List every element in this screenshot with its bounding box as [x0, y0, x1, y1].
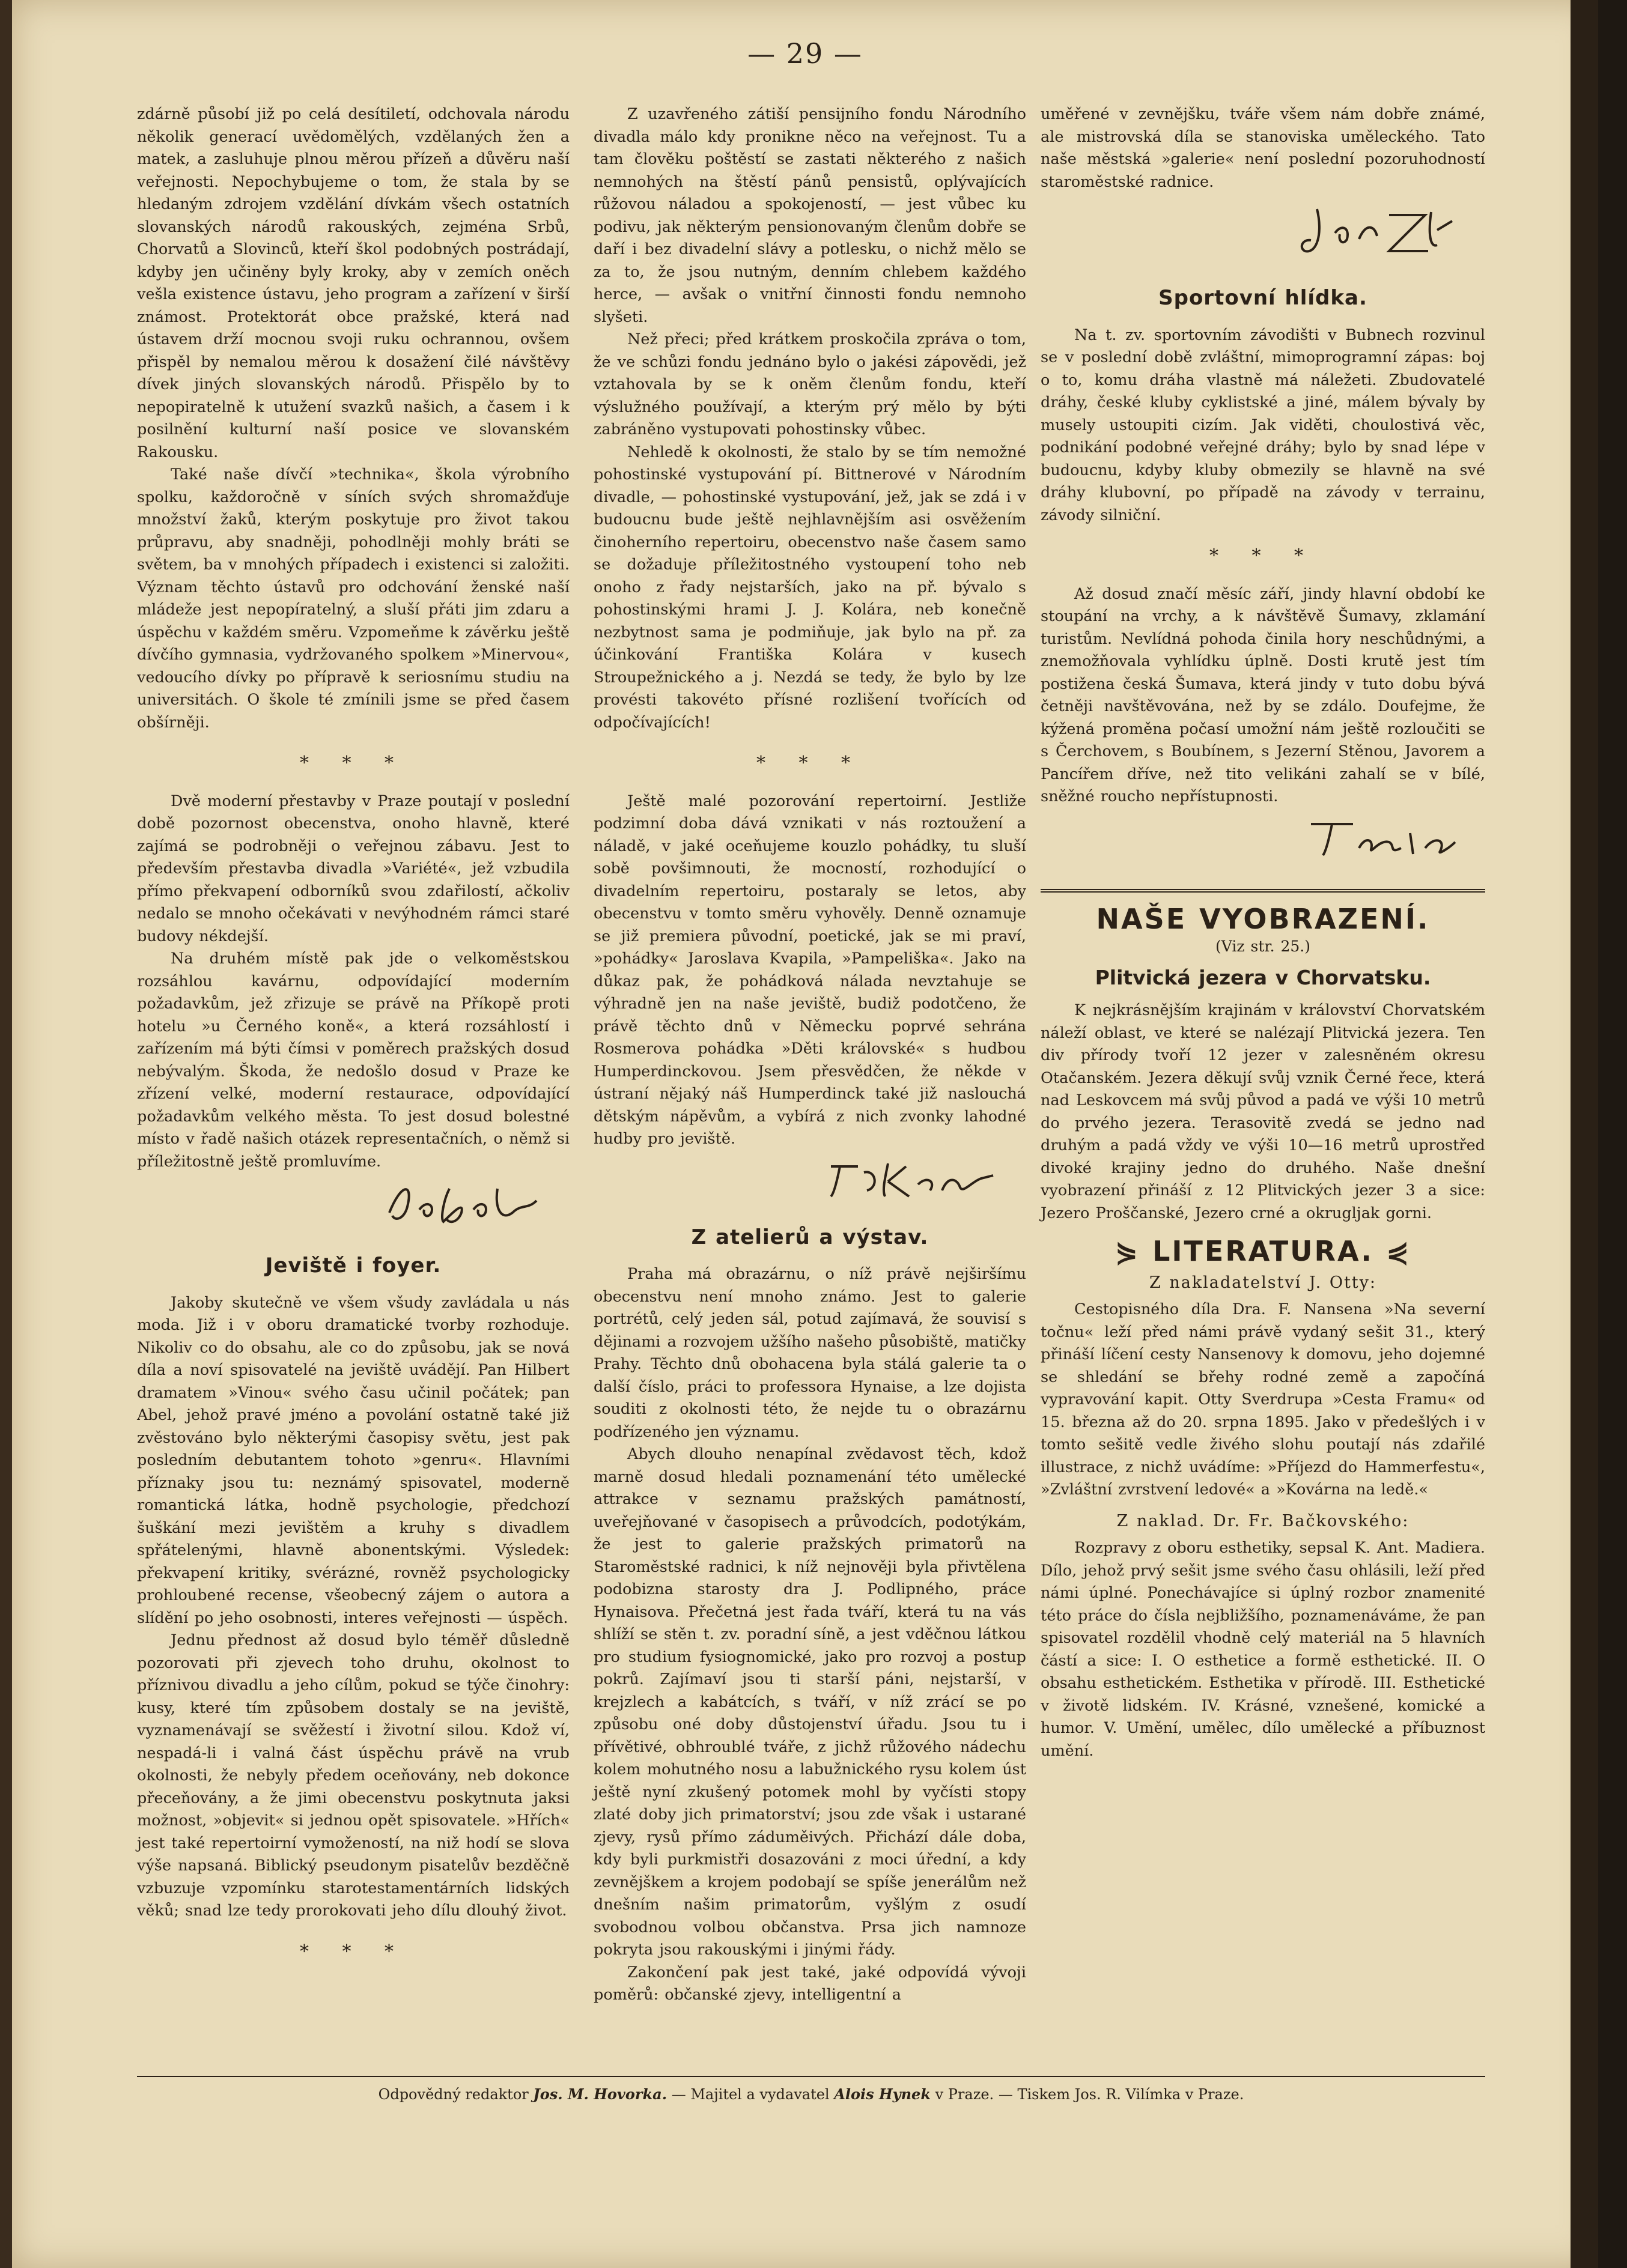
footer-text: v Praze. — Tiskem Jos. R. Vilímka v Praze.: [935, 2086, 1244, 2103]
paragraph: Dvě moderní přestavby v Praze poutají v poslední době pozornost obecenstva, onoho hlavně, které zajímá se podrobněji o veřejnou zábavu. Jest to především přestavba divadla »Variété«, jež vzbudila přímo překvapení odborníků svou zdařilostí, ačkoliv nedalo se mnoho očekávati v nevýhodném rámci staré budovy nékdejší.: [137, 792, 570, 945]
paragraph: Jednu přednost až dosud bylo téměř důsledně pozorovati při zjevech toho druhu, okolnost to příznivou divadlu a jeho cílům, pokud se týče činohry: kusy, které tím způsobem dostaly se na jeviště, vyznamenávají se svěžestí i životní silou. Kdož ví, nespadá-li i valná část úspěchu právě na vrub okolnosti, že nebyly předem oceňovány, neb dokonce přeceňovány, a že jimi obecenstvu poskytnuta jaksi možnost, »objevit« si jednou opět spisovatele. »Hřích« jest také repertoirní vymožeností, na niž hodí se slova výše napsaná. Biblický pseudonym pisatelův bezděčně vzbuzuje vzpomínku starotestamentárních lidských věků; snad lze tedy prorokovati jeho dílu dlouhý život.: [137, 1631, 570, 1920]
paragraph: Rozpravy z oboru esthetiky, sepsal K. Ant. Madiera. Dílo, jehož prvý sešit jsme svého času ohlásili, leží před námi úplné. Ponechávajíce si úplný rozbor znamenité této práce do čísla nejbližšího, poznamenáváme, že pan spisovatel rozdělil vhodně celý materiál na 5 hlavních částí a sice: I. O esthetice a formě esthetické. II. O obsahu esthetickém. Esthetika v přírodě. III. Esthetické v životě lidském. IV. Krásné, vznešené, komické a humor. V. Umění, umělec, dílo umělecké a příbuznost umění.: [1041, 1539, 1485, 1760]
page-reference: (Viz str. 25.): [1215, 938, 1310, 955]
column-2: [594, 103, 1026, 2007]
paragraph: Až dosud značí měsíc září, jindy hlavní období ke stoupání na vrchy, a k návštěvě Šumavy, zklamání turistům. Nevlídná pohoda činila hory neschůdnými, a znemožňovala vyhlídku úplně. Dosti krutě jest tím postižena česká Šumava, která jindy v tuto dobu bývá četněji navštěvována, než by se zdálo. Doufejme, že kýžená proměna počasí umožní nám ještě rozloučiti se s Čerchovem, s Boubínem, s Jezerní Stěnou, Javorem a Pancířem dříve, než tito velikáni zahalí se v bílé, sněžné roucho nepřístupnosti.: [1041, 584, 1485, 805]
section-heading-vyobrazeni: NAŠE VYOBRAZENÍ.: [1096, 902, 1430, 935]
author-signature: [1041, 812, 1461, 869]
publisher-name: Alois Hynek: [834, 2085, 931, 2103]
section-separator: * * *: [756, 753, 864, 774]
section-heading-literatura: [1041, 1235, 1485, 1267]
paragraph: Praha má obrazárnu, o níž právě nejširšímu obecenstvu není mnoho známo. Jest to galerie portrétů, celý jeden sál, potud zajímavá, že souvisí s dějinami a rozvojem užšího našeho působiště, matičky Prahy. Těchto dnů obohacena byla stálá galerie ta o další číslo, práci to professora Hynaise, a lze dojista souditi z okolnosti této, že nejde tu o obrazárnu podřízeného jen významu.: [594, 1265, 1026, 1441]
author-signature: [594, 1154, 1002, 1211]
page-number: — 29 —: [747, 37, 863, 70]
paragraph: Nehledě k okolnosti, že stalo by se tím nemožné pohostinské vystupování pí. Bittnerové v Národním divadle, — pohostinské vystupování, jež, jak se zdá i v budoucnu bude ještě nejhlavnějším asi osvěžením činoherního repertoiru, obecenstvo naše časem samo se dožaduje příležitostného vystoupení toho neb onoho z řady nejstarších, jako na př. bývalo s pohostinskými hrami J. J. Kolára, neb konečně nezbytnost sama je podmiňuje, jak bylo na př. za účinkování Františka Kolára v kusech Stroupežnického a j. Nezdá se tedy, že bylo by lze provésti takovéto přísné rozlišení tvořících od odpočívajících!: [594, 443, 1026, 732]
paragraph: Na t. zv. sportovním závodišti v Bubnech rozvinul se v poslední době zvláštní, mimoprogramní zápas: boj o to, komu dráha vlastně má náležeti. Zbudovatelé dráhy, české kluby cyklistské a jiné, málem bývaly by musely ustoupiti cizím. Jak viděti, choulostivá věc, podnikání podobné veřejné dráhy; bylo by snad lépe v budoucnu, kdyby kluby obmezily se hlavně na své dráhy klubovní, po případě na závody v terrainu, závody silniční.: [1041, 326, 1485, 524]
publisher-heading: Z naklad. Dr. Fr. Bačkovského:: [1116, 1511, 1410, 1530]
article-title-plitvicka: Plitvická jezera v Chorvatsku.: [1095, 965, 1431, 989]
author-signature: [1041, 197, 1461, 271]
section-separator: * * *: [299, 753, 407, 774]
footer-text: Odpovědný redaktor: [378, 2086, 529, 2103]
arrow-ornament-icon: ⋟: [1115, 1235, 1140, 1267]
paragraph: K nejkrásnějším krajinám v království Chorvatském náleží oblast, ve které se nalézají Plitvická jezera. Ten div přírody tvoří 12 jezer v zalesněném okresu Otačanském. Jezera děkují svůj vznik Černé řece, která nad Leskovcem má svůj původ a padá ve výši 10 metrů do prvého jezera. Terasovitě zvedá se jedno nad druhým a padá vždy ve výši 10—16 metrů uprostřed divoké krajiny jedno do druhého. Naše dnešní vyobrazení přináší z 12 Plitvických jezer 3 a sice: Jezero Proščanské, Jezero crné a okrugljak gorni.: [1041, 1001, 1485, 1222]
paragraph: uměřené v zevnějšku, tváře všem nám dobře známé, ale mistrovská díla se stanoviska uměleckého. Tato naše městská »galerie« není poslední pozoruhodností staroměstské radnice.: [1041, 105, 1485, 191]
section-separator: * * *: [299, 1941, 407, 1962]
paragraph: Zakončení pak jest také, jaké odpovídá vývoji poměrů: občanské zjevy, intelligentní a: [594, 1963, 1026, 2004]
literatura-label: LITERATURA.: [1152, 1235, 1373, 1267]
signature-image: [383, 1177, 546, 1231]
paragraph: zdárně působí již po celá desítiletí, odchovala národu několik generací uvědomělých, vzdělaných žen a matek, a zasluhuje plnou měrou přízeň a důvěru naší veřejnosti. Nepochybujeme o tom, že stala by se hledaným zdrojem vzdělání dívkám všech ostatních slovanských národů rakouských, zejména Srbů, Chorvatů a Slovinců, kteří škol podobných postrádají, kdyby jen učiněny byly kroky, aby v zemích oněch vešla existence ústavu, jeho program a zařízení v širší známost. Protektorát obce pražské, která nad ústavem drží mocnou svoji ruku ochrannou, ovšem přispěl by nemalou měrou k dosažení čilé návštěvy dívek jiných slovanských národů. Přispělo by to nepopiratelně k utužení svazků našich, a časem i k posilnění kulturní naší posice ve slovanském Rakousku.: [137, 105, 570, 461]
section-separator: * * *: [1209, 545, 1317, 566]
paragraph: Ještě malé pozorování repertoirní. Jestliže podzimní doba dává vznikati v nás roztoužení a náladě, v jaké oceňujeme kouzlo pohádky, tu sluší sobě povšimnouti, že mocností, rozhodující o divadelním repertoiru, postaraly se letos, aby obecenstvu v tomto směru vyhověly. Denně oznamuje se již premiera původní, poetické, jak se mi praví, »pohádky« Jaroslava Kvapila, »Pampeliška«. Jako na důkaz pak, že pohádková nálada nevztahuje se výhradně jen na naše jeviště, budiž podotčeno, že právě těchto dnů v Německu poprvé sehrána Rosmerova pohádka »Děti královské« s hudbou Humperdinckovou. Jsem přesvědčen, že někde v ústraní nějaký náš Humperdinck také již naslouchá dětským nápěvům, a vybírá z nich zvonky lahodné hudby pro jeviště.: [594, 792, 1026, 1148]
editor-name: Jos. M. Hovorka.: [533, 2085, 668, 2103]
column-1: [137, 103, 570, 1978]
section-heading-sport: Sportovní hlídka.: [1158, 286, 1367, 310]
arrow-ornament-icon: ⋞: [1385, 1235, 1411, 1267]
newspaper-page: [12, 0, 1598, 2268]
footer-text: — Majitel a vydavatel: [671, 2086, 830, 2103]
section-rule: [1041, 889, 1485, 893]
paragraph: Z uzavřeného zátiší pensijního fondu Národního divadla málo kdy pronikne něco na veřejnost. Tu a tam člověku poštěstí se zastati některého z našich nemnohých na štěstí pánů pensistů, oplývajících růžovou náladou a spokojeností, — jest vůbec ku podivu, jak některým pensionovaným členům dobře se daří i bez divadelní slávy a potlesku, o nichž mělo se za to, že jsou nutným, denním chlebem každého herce, — avšak o vnitřní činnosti fondu nemnoho slyšeti.: [594, 105, 1026, 326]
paragraph: Na druhém místě pak jde o velkoměstskou rozsáhlou kavárnu, odpovídající moderním požadavkům, jež zřizuje se právě na Příkopě proti hotelu »u Černého koně«, a která rozsáhlostí i zařízením má býti čímsi v poměrech pražských dosud nebývalým. Škoda, že nedošlo dosud v Praze ke zřízení velké, moderní restaurace, odpovídající požadavkům velkého města. To jest dosud bolestné místo v řadě našich otázek representačních, o němž si příležitostně ještě promluvíme.: [137, 950, 570, 1171]
publisher-heading: Z nakladatelství J. Otty:: [1149, 1273, 1377, 1292]
signature-image: [1305, 812, 1461, 860]
signature-image: [1293, 197, 1461, 263]
imprint-footer: [137, 2076, 1485, 2103]
signature-image: [822, 1154, 1002, 1202]
paragraph: Abych dlouho nenapínal zvědavost těch, kdož marně dosud hledali poznamenání této umělecké attrakce v seznamu pražských památností, uveřejňované v časopisech a průvodcích, podotýkám, že jest to galerie pražských primatorů na Staroměstské radnici, k níž nejnověji byla přivtělena podobizna starosty dra J. Podlipného, práce Hynaisova. Přečetná jest řada tváří, která tu na vás shlíží se stěn t. zv. poradní síně, a jest vděčnou látkou pro studium fysiognomické, jako pro rozvoj a postup pokrů. Zajímaví jsou ti starší páni, nejstarší, v krejzlech a kabátcích, s tváří, v níž zrácí se po způsobu oné doby důstojenství úřadu. Jsou tu i přívětivé, obhroublé tváře, z jichž růžového nádechu kolem mohutného nosu a labužnického rysu kolem úst ještě nyní zkušený potomek mohl by vyčísti stopy zlaté doby jich primatorství; jsou zde však i ustarané zjevy, rysů přímo záduměivých. Přichází dále doba, kdy byli purkmistři dosazováni z moci úřední, a kdy zevnějškem a krojem podobají se spíše jenerálům než dnešním našim primatorům, vyšlým z osudí svobodnou volbou občanstva. Prsa jich namnoze pokryta jsou rakouskými i jinými řády.: [594, 1445, 1026, 1959]
page-edge: [1571, 0, 1598, 2268]
paragraph: Cestopisného díla Dra. F. Nansena »Na severní točnu« leží před námi právě vydaný sešit 31., který přináší líčení cesty Nansenovy k domovu, jeho dojemné se shledání se břehy rodné země a započíná vypravování kapit. Otty Sverdrupa »Cesta Framu« od 15. března až do 20. srpna 1895. Jako v předešlých i v tomto sešitě vedle živého slohu poutají nás zdařilé illustrace, z nichž uvádíme: »Příjezd do Hammerfestu«, »Zvláštní zvrstvení ledové« a »Kovárna na ledě.«: [1041, 1300, 1485, 1499]
paragraph: Než přeci; před krátkem proskočila zpráva o tom, že ve schůzi fondu jednáno bylo o jakési zápovědi, jež vztahovala by se k oněm členům fondu, kteří výslužného používají, a kterým prý mělo by býti zabráněno vystupovati pohostinsky vůbec.: [594, 330, 1026, 438]
column-3: [1041, 103, 1485, 1762]
section-heading-jeviste: Jeviště i foyer.: [265, 1254, 442, 1278]
paragraph: Také naše dívčí »technika«, škola výrobního spolku, každoročně v síních svých shromažďuje množství žaků, kterým poskytuje pro život takou průpravu, aby snadněji, pohodlněji mohly bráti se světem, ba v mnohých případech i existenci si založiti. Význam těchto ústavů pro odchování ženské naší mládeže jest nepopíratelný, a sluší přáti jim zdaru a úspěchu v každém směru. Vzpomeňme k závěrku ještě dívčího gymnasia, vydržovaného spolkem »Minervou«, vedoucího dívky po přípravě k seriosnímu studiu na universitách. O škole té zmínili jsme se před časem obšírněji.: [137, 465, 570, 732]
author-signature: [137, 1177, 546, 1239]
section-heading-atelieru: Z atelierů a výstav.: [691, 1225, 929, 1249]
paragraph: Jakoby skutečně ve všem všudy zavládala u nás moda. Již i v oboru dramatické tvorby rozhoduje. Nikoliv co do obsahu, ale co do způsobu, jak se nová díla a noví spisovatelé na jeviště uvádějí. Pan Hilbert dramatem »Vinou« svého času učinil počátek; pan Abel, jehož pravé jméno a povolání ostatně také již zvěstováno bylo některými časopisy světu, jest pak posledním debutantem tohoto »genru«. Hlavními příznaky jsou tu: neznámý spisovatel, moderně romantická látka, hodně psychologie, předchozí šuškání mezi jevištěm a kruhy s divadlem spřátelenými, hlavně abonentskými. Výsledek: překvapení kritiky, svérázné, rovněž psychologicky prohloubené recense, všeobecný zájem o autora a slídění po jeho osobnosti, interes veřejnosti — úspěch.: [137, 1293, 570, 1627]
